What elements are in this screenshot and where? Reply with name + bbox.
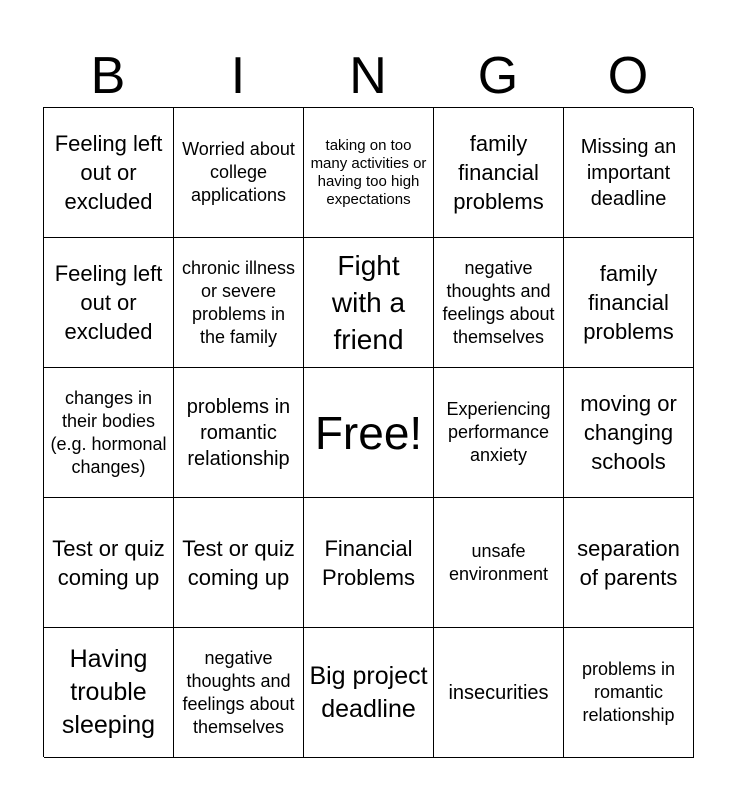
bingo-cell[interactable] [434,628,564,758]
cell-text: Fight with a friend [331,250,406,355]
cell-text: family financial problems [583,261,674,344]
bingo-cell[interactable] [44,238,174,368]
bingo-cell[interactable] [304,238,434,368]
cell-text: unsafe environment [448,540,549,584]
bingo-cell[interactable] [564,238,694,368]
cell-text: taking on too many activities or having too high expectations [310,136,427,208]
bingo-cell[interactable] [434,368,564,498]
bingo-cell[interactable] [564,108,694,238]
bingo-cell[interactable] [564,368,694,498]
bingo-cell[interactable] [434,498,564,628]
bingo-cell[interactable] [174,628,304,758]
bingo-cell[interactable] [564,628,694,758]
cell-text: Experiencing performance anxiety [446,399,551,465]
bingo-cell[interactable] [174,108,304,238]
bingo-header [43,44,693,108]
header-letter-b: B [90,47,126,105]
header-letter-i: I [230,47,246,105]
bingo-cell[interactable] [434,238,564,368]
cell-text: problems in romantic relationship [186,395,291,470]
cell-text: Big project deadline [309,661,428,723]
bingo-cell[interactable] [304,628,434,758]
header-letter-o: O [607,47,649,105]
bingo-cell[interactable] [174,498,304,628]
bingo-cell[interactable] [434,108,564,238]
cell-text: Worried about college applications [182,139,295,205]
bingo-cell[interactable] [44,628,174,758]
cell-text: insecurities [448,681,549,704]
free-space-text: Free! [314,406,423,459]
cell-text: changes in their bodies (e.g. hormonal changes) [50,387,167,477]
cell-text: negative thoughts and feelings about themselves [182,647,295,737]
cell-text: problems in romantic relationship [581,659,676,725]
bingo-cell[interactable] [174,238,304,368]
cell-text: Test or quiz coming up [52,535,165,590]
cell-text: Test or quiz coming up [182,535,295,590]
cell-text: separation of parents [577,535,680,590]
bingo-card-grid [43,107,693,757]
bingo-cell[interactable] [44,108,174,238]
bingo-cell[interactable] [304,498,434,628]
cell-text: chronic illness or severe problems in the family [181,257,296,347]
cell-text: negative thoughts and feelings about themselves [442,257,555,347]
bingo-cell[interactable] [174,368,304,498]
bingo-cell[interactable] [564,498,694,628]
free-space-cell[interactable] [304,368,434,498]
cell-text: Missing an important deadline [580,135,677,210]
cell-text: Financial Problems [322,535,415,590]
cell-text: Feeling left out or excluded [54,131,163,214]
cell-text: family financial problems [453,131,544,214]
bingo-cell[interactable] [44,368,174,498]
bingo-cell[interactable] [304,108,434,238]
cell-text: Feeling left out or excluded [54,261,163,344]
header-letter-n: N [349,47,387,105]
cell-text: moving or changing schools [580,391,677,474]
header-letter-g: G [477,47,519,105]
cell-text: Having trouble sleeping [61,645,156,739]
bingo-cell[interactable] [44,498,174,628]
